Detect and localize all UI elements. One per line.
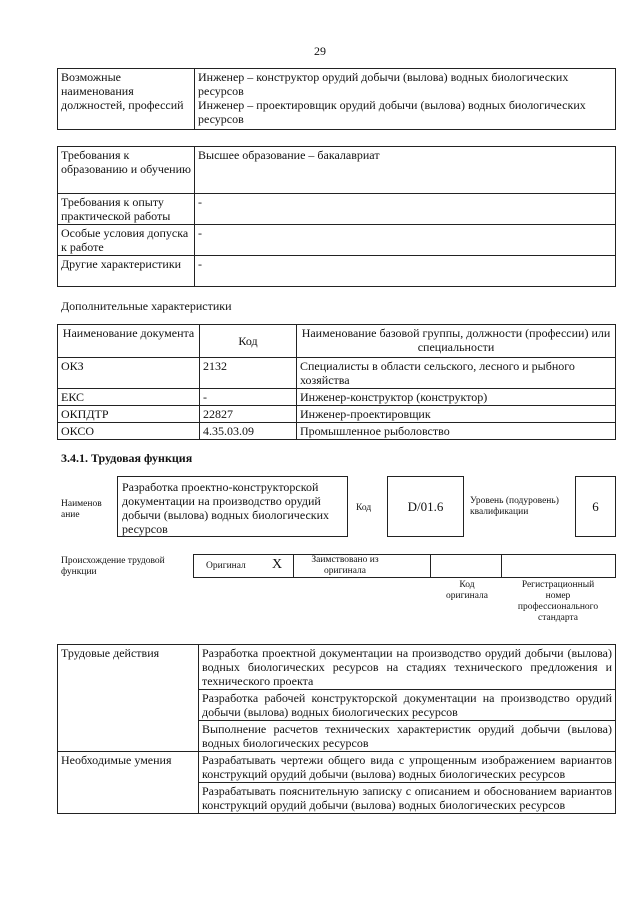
origin-borrowed-text: Заимствовано из оригинала	[311, 555, 379, 576]
additional-table	[57, 324, 616, 440]
table-row	[58, 358, 616, 389]
requirements-table	[57, 146, 616, 287]
cell-code: -	[200, 389, 297, 406]
cell-document: ОКПДТР	[58, 406, 200, 423]
action-item: Разработка проектной документации на производство орудий добычи (вылова) водных биологических ресурсов на стадиях технического предложения и технического проекта	[199, 645, 616, 690]
function-level-value: 6	[592, 499, 599, 514]
origin-code-caption: Код оригинала	[446, 580, 488, 601]
requirement-label: Требования к образованию и обучению	[58, 147, 195, 194]
origin-original-text: Оригинал	[206, 561, 246, 571]
function-heading: 3.4.1. Трудовая функция	[61, 451, 193, 465]
cell-group: Промышленное рыболовство	[297, 423, 616, 440]
table-row	[58, 389, 616, 406]
requirement-value: -	[195, 256, 616, 287]
positions-values	[195, 69, 616, 130]
origin-reg-cell	[501, 554, 616, 578]
cell-document: ЕКС	[58, 389, 200, 406]
function-name-value: Разработка проектно-конструкторской документации на производство орудий добычи (вылова) водных биологических ресурсов	[122, 480, 330, 536]
function-level-label: Уровень (подуровень) квалификации	[470, 496, 559, 517]
requirement-value: -	[195, 225, 616, 256]
page-number: 29	[314, 44, 326, 58]
table-row	[58, 406, 616, 423]
requirement-label: Требования к опыту практической работы	[58, 194, 195, 225]
requirement-label: Особые условия допуска к работе	[58, 225, 195, 256]
actions-label: Трудовые действия	[58, 645, 199, 752]
cell-code: 2132	[200, 358, 297, 389]
cell-document: ОКСО	[58, 423, 200, 440]
cell-code: 22827	[200, 406, 297, 423]
skills-label: Необходимые умения	[58, 752, 199, 814]
function-name-label: Наименов ание	[61, 499, 102, 520]
cell-code: 4.35.03.09	[200, 423, 297, 440]
col-header-code: Код	[200, 325, 297, 358]
position-item: Инженер – конструктор орудий добычи (вылова) водных биологических ресурсов	[198, 70, 569, 98]
positions-label: Возможные наименования должностей, профессий	[58, 69, 195, 130]
cell-group: Инженер-конструктор (конструктор)	[297, 389, 616, 406]
cell-group: Специалисты в области сельского, лесного и рыбного хозяйства	[297, 358, 616, 389]
action-item: Разработка рабочей конструкторской документации на производство орудий добычи (вылова) водных биологических ресурсов	[199, 690, 616, 721]
origin-reg-caption: Регистрационный номер профессионального стандарта	[517, 580, 599, 623]
skill-item: Разрабатывать пояснительную записку с описанием и обоснованием вариантов конструкций орудий добычи (вылова) водных биологических ресурсов	[199, 783, 616, 814]
requirement-label: Другие характеристики	[58, 256, 195, 287]
origin-mark: X	[272, 557, 283, 572]
function-code-label: Код	[356, 503, 372, 513]
skill-item: Разрабатывать чертежи общего вида с упрощенным изображением вариантов конструкций орудий добычи (вылова) водных биологических ресурсов	[199, 752, 616, 783]
origin-code-cell	[430, 554, 502, 578]
function-code-value: D/01.6	[407, 499, 444, 514]
col-header-group: Наименование базовой группы, должности (профессии) или специальности	[297, 325, 616, 358]
table-row	[58, 423, 616, 440]
position-item: Инженер – проектировщик орудий добычи (вылова) водных биологических ресурсов	[198, 98, 586, 126]
action-item: Выполнение расчетов технических характеристик орудий добычи (вылова) водных биологических ресурсов	[199, 721, 616, 752]
additional-heading: Дополнительные характеристики	[61, 299, 232, 313]
cell-document: ОКЗ	[58, 358, 200, 389]
actions-table	[57, 644, 616, 814]
requirement-value: Высшее образование – бакалавриат	[195, 147, 616, 194]
origin-label: Происхождение трудовой функции	[61, 556, 165, 577]
col-header-document: Наименование документа	[58, 325, 200, 358]
cell-group: Инженер-проектировщик	[297, 406, 616, 423]
positions-table	[57, 68, 616, 130]
requirement-value: -	[195, 194, 616, 225]
